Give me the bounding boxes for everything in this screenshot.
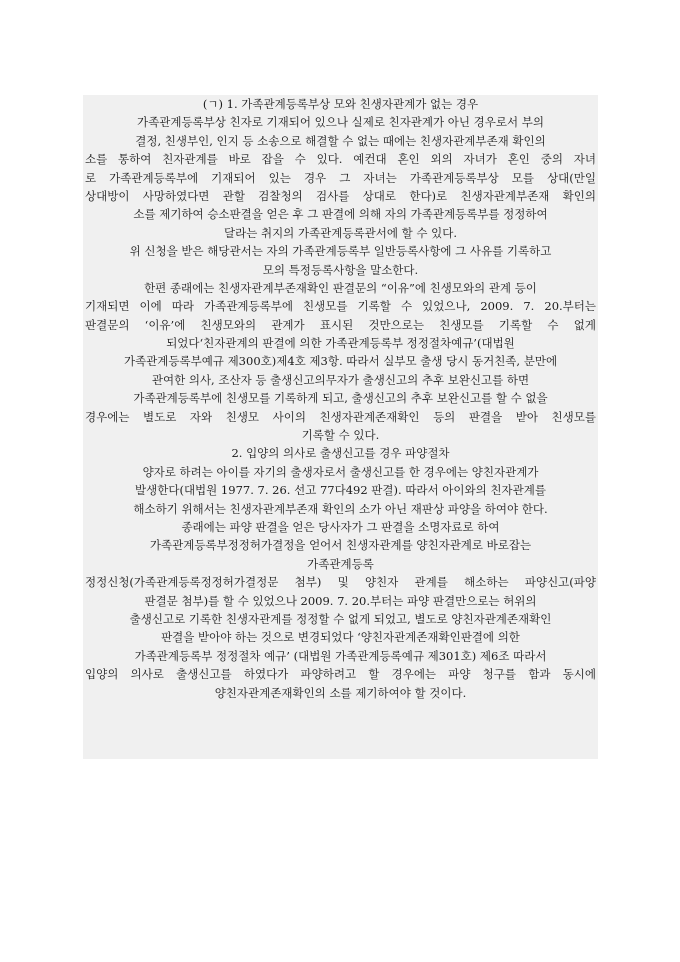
- text-line: 가족관계등록: [307, 556, 374, 571]
- text-line: 양자로 하려는 아이를 자기의 출생자로서 출생신고를 한 경우에는 양친자관계가: [142, 464, 539, 479]
- text-line: 위 신청을 받은 해당관서는 자의 가족관계등록부 일반등록사항에 그 사유를 기록하고: [129, 244, 552, 259]
- text-line: 해소하기 위해서는 친생자관계부존재 확인의 소가 아닌 재판상 파양을 하여야 한다.: [133, 501, 548, 516]
- text-line: 가족관계등록부에 친생모를 기록하게 되고, 출생신고의 추후 보완신고를 할 수 없을: [133, 391, 548, 406]
- text-line: 관여한 의사, 조산자 등 출생신고의무자가 출생신고의 추후 보완신고를 하면: [151, 372, 530, 387]
- text-line: 양친자관계존재확인의 소를 제기하여야 할 것이다.: [214, 685, 467, 700]
- text-line: 출생신고로 기록한 친생자관계를 정정할 수 없게 되었고, 별도로 양친자관계존재확인: [129, 611, 552, 626]
- text-line: 2. 입양의 의사로 출생신고를 경우 파양절차: [231, 446, 450, 461]
- text-line: 달라는 취지의 가족관계등록관서에 할 수 있다.: [223, 225, 457, 240]
- text-line: 정정신청(가족관계등록정정허가결정문 첨부) 및 양친자 관계를 해소하는 파양신고(파양: [85, 575, 596, 590]
- document-text-block: [83, 95, 598, 759]
- text-line: 입양의 의사로 출생신고를 하였다가 파양하려고 할 경우에는 파양 청구를 함과 동시에: [85, 667, 596, 682]
- text-line: 되었다‘친자관계의 판결에 의한 가족관계등록부 정정절차예규’(대법원: [166, 336, 515, 351]
- text-line: 결정, 친생부인, 인지 등 소송으로 해결할 수 없는 때에는 친생자관계부존재 확인의: [135, 133, 546, 148]
- text-line: 경우에는 별도로 자와 친생모 사이의 친생자관계존재확인 등의 판결을 받아 친생모를: [85, 409, 596, 424]
- text-line: 판결을 받아야 하는 것으로 변경되었다 ‘양친자관계존재확인판결에 의한: [161, 630, 520, 645]
- text-line: 발생한다(대법원 1977. 7. 26. 선고 77다492 판결). 따라서 아이와의 친자관계를: [135, 483, 546, 498]
- text-line: 한편 종래에는 친생자관계부존재확인 판결문의 “이유”에 친생모와의 관계 등이: [144, 280, 537, 295]
- text-line: 소를 제기하여 승소판결을 얻은 후 그 판결에 의해 자의 가족관계등록부를 정정하여: [133, 207, 548, 222]
- text-line: 가족관계등록부예규 제300호)제4호 제3항. 따라서 실부모 출생 당시 동거친족, 분만에: [123, 354, 558, 369]
- text-line: 가족관계등록부 정정절차 예규’ (대법원 가족관계등록예규 제301호) 제6조 따라서: [134, 648, 547, 663]
- text-line: 판결문의 ‘이유’에 친생모와의 관계가 표시된 것만으로는 친생모를 기록할 수 없게: [85, 317, 596, 332]
- text-line: (ㄱ) 1. 가족관계등록부상 모와 친생자관계가 없는 경우: [202, 97, 479, 111]
- text-line: 기재되면 이에 따라 가족관계등록부에 친생모를 기록할 수 있었으나, 2009. 7. 20.부터는: [85, 299, 596, 314]
- text-line: 로 가족관계등록부에 기재되어 있는 경우 그 자녀는 가족관계등록부상 모를 상대(만일: [85, 170, 596, 185]
- text-line: 상대방이 사망하였다면 관할 검찰청의 검사를 상대로 한다)로 친생자관계부존재 확인의: [85, 188, 596, 203]
- text-line: 기록할 수 있다.: [301, 428, 380, 443]
- text-line: 종래에는 파양 판결을 얻은 당사자가 그 판결을 소명자료로 하여: [181, 519, 500, 534]
- text-line: 판결문 첨부)를 할 수 있었으나 2009. 7. 20.부터는 파양 판결만으로는 허위의: [144, 593, 537, 608]
- text-line: 소를 통하여 친자관계를 바로 잡을 수 있다. 예컨대 혼인 외의 자녀가 혼인 중의 자녀: [85, 152, 596, 167]
- text-line: 가족관계등록부상 친자로 기재되어 있으나 실제로 친자관계가 아닌 경우로서 부의: [137, 115, 544, 130]
- text-line: 모의 특정등록사항을 말소한다.: [262, 262, 419, 277]
- text-line: 가족관계등록부정정허가결정을 얻어서 친생자관계를 양친자관계로 바로잡는: [149, 538, 532, 553]
